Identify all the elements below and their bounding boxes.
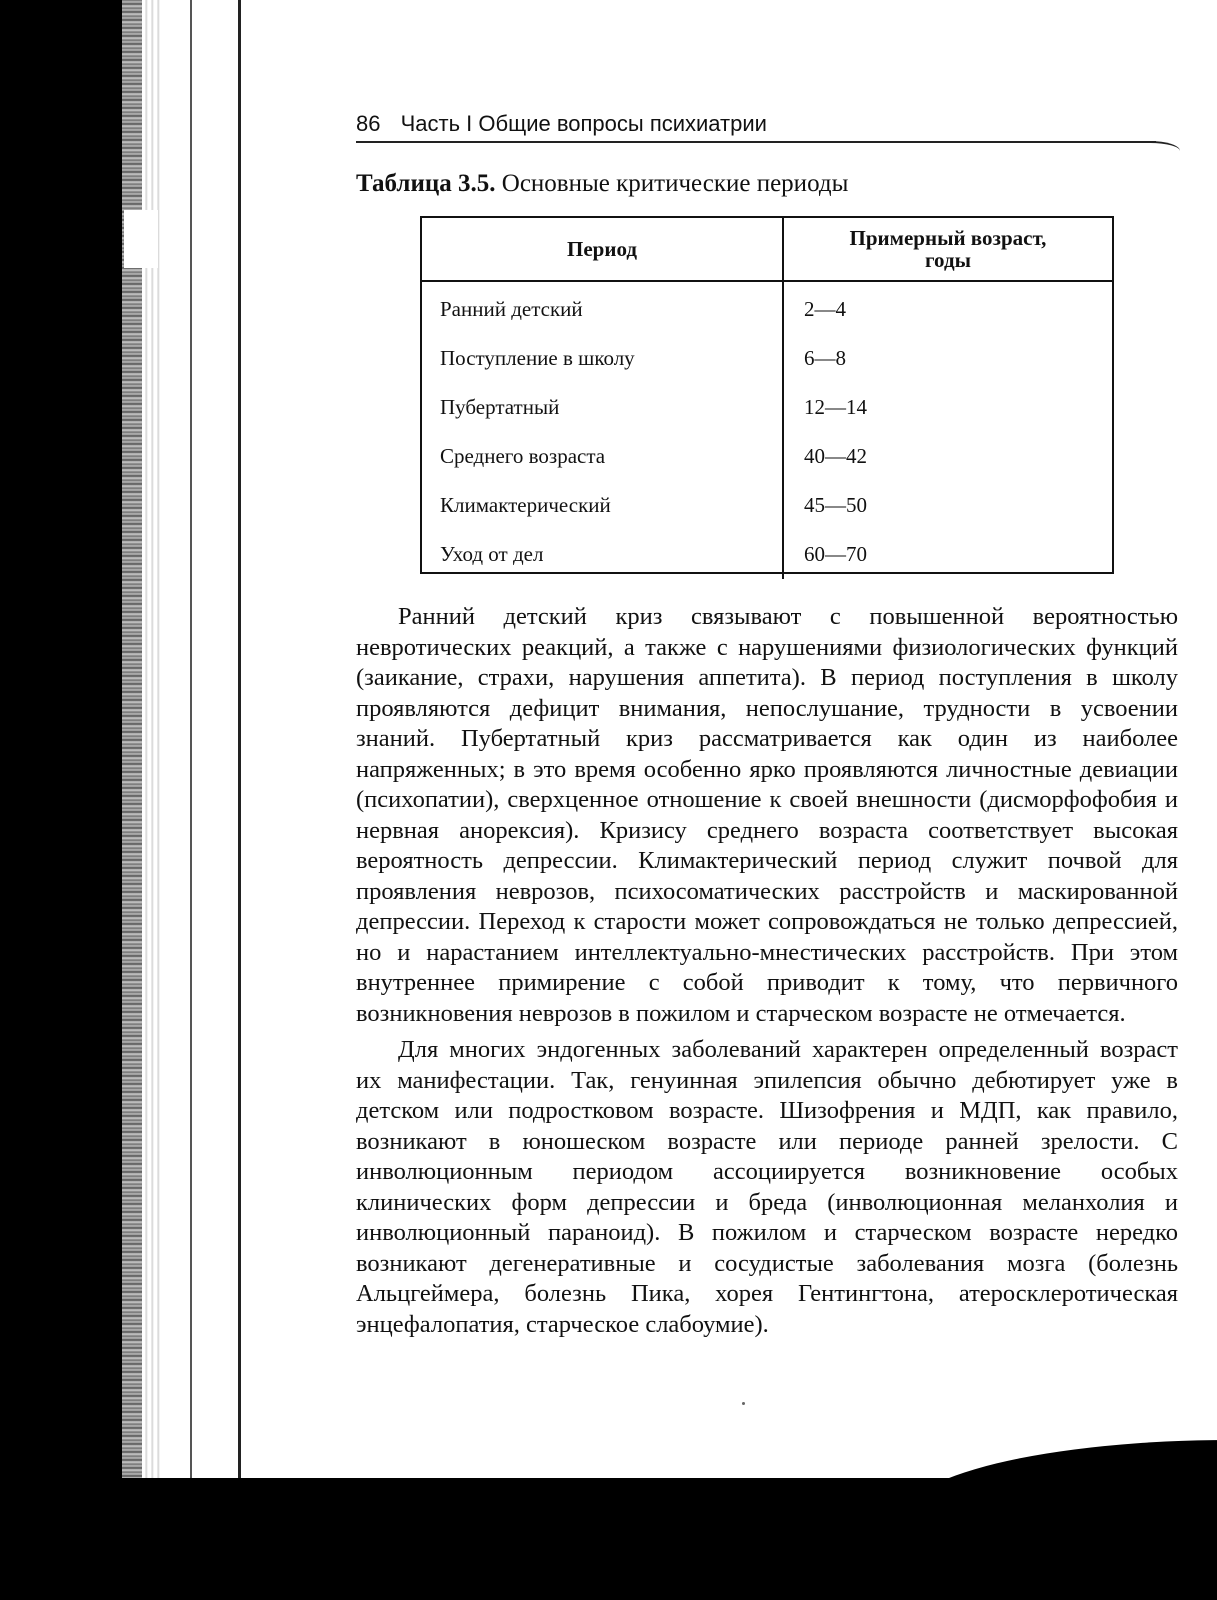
header-rule-tail [1150,141,1180,153]
period-cell: Климактерический [422,481,783,530]
header-rule [356,141,1156,143]
critical-periods-table [420,216,1114,574]
age-cell: 12—14 [804,395,867,419]
table-caption-label: Таблица 3.5. [356,170,496,197]
period-cell: Пубертатный [422,383,783,432]
table-row [422,383,1112,432]
period-cell: Среднего возраста [422,432,783,481]
period-cell: Уход от дел [422,530,783,579]
age-cell: 40—42 [804,444,867,468]
scan-margin-line [238,0,241,1480]
paragraph: Ранний детский криз связывают с повышенной вероятностью невротических реакций, а также с нарушениями физиологических функций (заикание, страхи, нарушения аппетита). В период поступления в школу проявляются дефицит внимания, непослушание, трудности в усвоении знаний. Пубертатный криз рассматривается как один из наиболее напряженных; в это время особенно ярко проявляются личностные девиации (психопатии), сверхценное отношение к своей внешности (дисморфофобия и нервная анорексия). Кризису среднего возраста соответствует высокая вероятность депрессии. Климактерический период служит почвой для проявления неврозов, психосоматических расстройств и маскированной депрессии. Переход к старости может сопровождаться не только депрессией, но и нарастанием интеллектуально-мнестических расстройств. При этом внутреннее примирение с собой приводит к тому, что первичного возникновения неврозов в пожилом и старческом возрасте не отмечается. [356,603,1178,1027]
age-cell: 45—50 [804,493,867,517]
scan-page-curl [900,1440,1217,1520]
running-title: Часть I Общие вопросы психиатрии [400,111,767,136]
column-header-age-text: Примерный возраст, годы [849,225,1047,272]
table-row [422,481,1112,530]
age-cell: 60—70 [804,542,867,566]
age-cell: 2—4 [804,297,846,321]
table-caption-text: Основные критические периоды [501,170,849,197]
body-text [356,602,1178,1340]
paragraph: Для многих эндогенных заболеваний характерен определенный возраст их манифестации. Так, генуинная эпилепсия обычно дебютирует уже в детском или подростковом возрасте. Шизофрения и МДП, как правило, возникают в юношеском возрасте или периоде ранней зрелости. С инволюционным периодом ассоциируется возникновение особых клинических форм депрессии и бреда (инволюционная меланхолия и инволюционный параноид). В пожилом и старческом возрасте нередко возникают дегенеративные и сосудистые заболевания мозга (болезнь Альцгеймера, болезнь Пика, хорея Гентингтона, атеросклеротическая энцефалопатия, старческое слабоумие). [356,1036,1178,1338]
scan-margin-line [190,0,192,1480]
table-header-row [422,218,1112,281]
age-cell: 6—8 [804,346,846,370]
table-row [422,530,1112,579]
table-row [422,334,1112,383]
running-header [356,111,767,137]
column-header-age [783,218,1112,281]
column-header-period: Период [422,218,783,281]
page-number: 86 [356,111,381,136]
scan-spine-shadow [0,0,122,1600]
scan-speck [742,1402,745,1405]
table-row [422,432,1112,481]
period-cell: Поступление в школу [422,334,783,383]
table-caption [356,170,848,198]
table-row [422,281,1112,334]
scan-spine-notch [124,210,158,268]
period-cell: Ранний детский [422,281,783,334]
